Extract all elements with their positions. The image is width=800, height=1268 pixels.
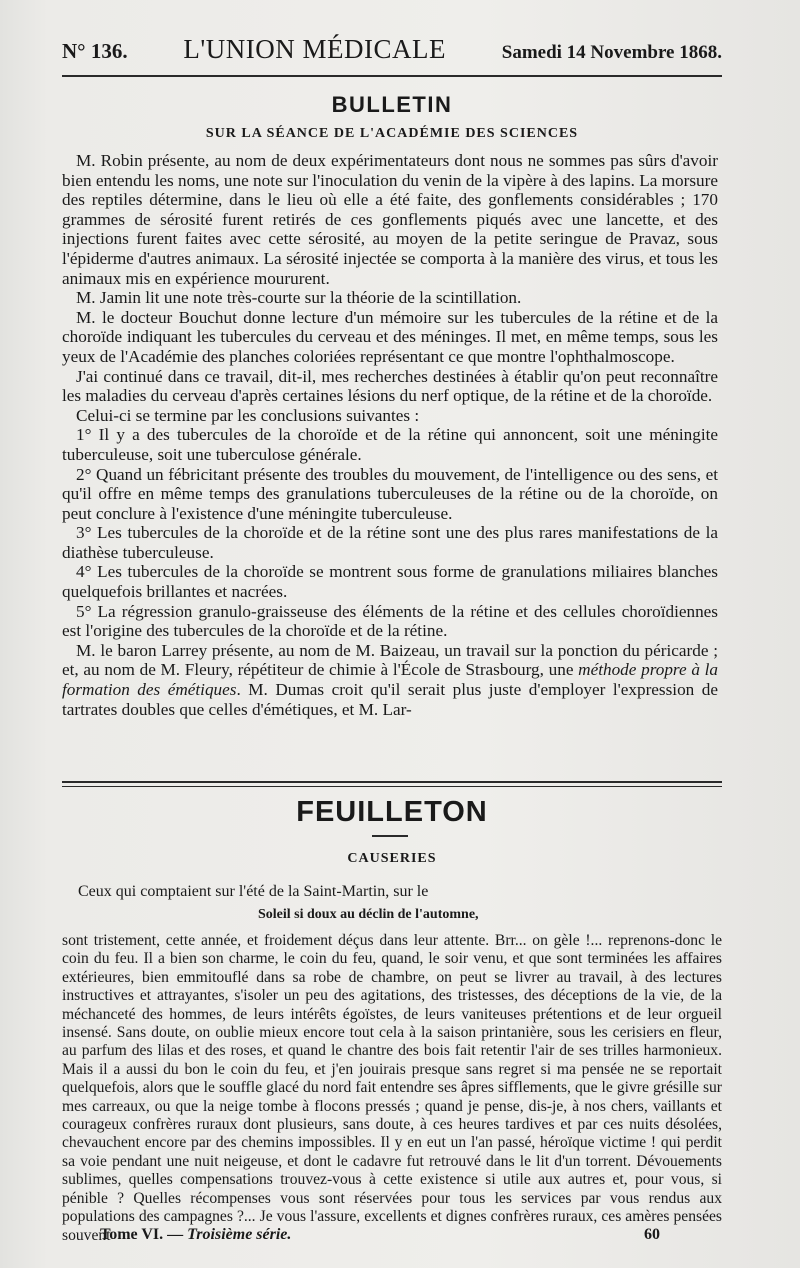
bulletin-body <box>62 151 718 719</box>
issue-number: N° 136. <box>62 39 128 63</box>
feuilleton-title: FEUILLETON <box>296 796 488 828</box>
bulletin-paragraph: J'ai continué dans ce travail, dit-il, mes recherches destinées à établir qu'on peut reconnaître les maladies du cerveau d'après certaines lésions du nerf optique, de la rétine et de la choroïde. <box>62 366 718 406</box>
feuilleton-body <box>62 932 722 1245</box>
section-divider <box>62 781 722 787</box>
last-paragraph-end: . M. Dumas croit qu'il serait plus juste d'employer l'expression de tartrates doubles que celles d'émétiques, et M. Lar- <box>62 680 718 719</box>
bulletin-last-paragraph <box>62 641 718 719</box>
tome-label <box>100 1226 291 1244</box>
journal-name: L'UNION MÉDICALE <box>183 34 446 64</box>
bulletin-paragraph: Celui-ci se termine par les conclusions suivantes : <box>76 405 420 425</box>
conclusion-item: 1° Il y a des tubercules de la choroïde et de la rétine qui annoncent, soit une méningite tuberculeuse, soit une tuberculose générale. <box>62 425 718 464</box>
bulletin-paragraph: M. le docteur Bouchut donne lecture d'un mémoire sur les tubercules de la rétine et de la choroïde indiquant les tubercules du cerveau et des méninges. Il met, en même temps, sous les yeux de l'Académie des planches coloriées représentant ce que montre l'ophthalmoscope. <box>62 307 718 366</box>
bulletin-title: BULLETIN <box>331 92 453 117</box>
epigraph-line-2: Soleil si doux au déclin de l'automne, <box>258 907 479 922</box>
page-number: 60 <box>644 1226 660 1243</box>
tome-text: Tome VI. — <box>100 1226 188 1243</box>
page-header <box>62 34 722 65</box>
bulletin-paragraph: M. Robin présente, au nom de deux expérimentateurs dont nous ne sommes pas sûrs d'avoir bien entendu les noms, une note sur l'inoculation du venin de la vipère à des lapins. La morsure des reptiles détermine, dans le lieu où elle a été faite, des gonflements considérables ; 170 grammes de sérosité furent retirés de ces gonflements piqués avec une lancette, et des injections furent faites avec cette sérosité, au moyen de la petite seringue de Pravaz, sous l'épiderme d'autres animaux. La sérosité injectée se comporta à la manière des virus, et tous les animaux mis en expérience moururent. <box>62 151 718 288</box>
feuilleton-subtitle: CAUSERIES <box>347 851 437 866</box>
bulletin-paragraph: M. Jamin lit une note très-courte sur la théorie de la scintillation. <box>76 288 522 308</box>
conclusion-item: 5° La régression granulo-graisseuse des éléments de la rétine et des cellules choroïdiennes est l'origine des tubercules de la choroïde et de la rétine. <box>62 601 718 641</box>
epigraph-line-1: Ceux qui comptaient sur l'été de la Saint-Martin, sur le <box>78 883 429 900</box>
last-paragraph-start: M. le baron Larrey présente, au nom de M. Baizeau, un travail sur la ponction du péricarde ; et, au nom de M. Fleury, répétiteur de chimie à l'École de Strasbourg, une <box>62 640 718 680</box>
last-paragraph-italic: méthode propre à la formation des émétiques <box>62 660 718 700</box>
conclusion-item: 3° Les tubercules de la choroïde et de la rétine sont une des plus rares manifestations de la diathèse tuberculeuse. <box>62 523 718 562</box>
conclusion-item: 2° Quand un fébricitant présente des troubles du mouvement, de l'intelligence ou des sens, et qu'il offre en même temps des granulations tuberculeuses de la rétine ou de la choroïde, on peut conclure à l'existence d'une méningite tuberculeuse. <box>62 464 718 523</box>
bulletin-subtitle: SUR LA SÉANCE DE L'ACADÉMIE DES SCIENCES <box>205 126 579 141</box>
series-text: Troisième série. <box>187 1226 292 1243</box>
header-rule <box>62 75 722 77</box>
title-underline <box>372 835 408 837</box>
issue-date: Samedi 14 Novembre 1868. <box>501 42 722 63</box>
page-footer <box>100 1226 660 1244</box>
conclusion-item: 4° Les tubercules de la choroïde se montrent sous forme de granulations miliaires blanches quelquefois brillantes et nacrées. <box>62 562 718 602</box>
feuilleton-paragraph: sont tristement, cette année, et froidement déçus dans leur attente. Brr... on gèle !... reprenons-donc le coin du feu. Il a bien son charme, le coin du feu, quand, le soir venu, et que sont terminées les affaires extérieures, bien emmitouflé dans sa robe de chambre, on peut se livrer au travail, à des lectures instructives et attrayantes, s'isoler un peu des agitations, des tristesses, des déceptions de la vie, de la méchanceté des hommes, de leurs intérêts égoïstes, de leurs vaniteuses prétentions et de leur orgueil insensé. Sans doute, on oublie mieux encore tout cela à la saison printanière, sous les cerisiers en fleur, au parfum des lilas et des roses, et quand le chantre des bois fait retentir l'air de ses trilles harmonieux. Mais il a aussi du bon le coin du feu, et j'en jouirais presque sans regret si ma pensée ne se reportait quelquefois, alors que le souffle glacé du nord fait entendre ses âpres sifflements, que le givre grésille sur mes carreaux, ou que la neige tombe à flocons pressés ; quand je pense, dis-je, à nos chers, vaillants et courageux confrères ruraux dont plusieurs, sans doute, à ces heures tardives et par ces nuits désolées, chevauchent encore par des chemins impossibles. Il y en eut un l'an passé, héroïque victime ! qui perdit sa voie pendant une nuit neigeuse, et dont le cadavre fut retrouvé dans le lit d'un torrent. Dévouements sublimes, quelles compensations trouvez-vous à cette existence si utile aux autres et, pour vous, si pénible ? Quelles récompenses vous sont réservées pour tous les services par vous rendus aux populations des campagnes ?... Je vous l'assure, excellents et dignes confrères ruraux, ces amères pensées souvent <box>62 932 722 1244</box>
